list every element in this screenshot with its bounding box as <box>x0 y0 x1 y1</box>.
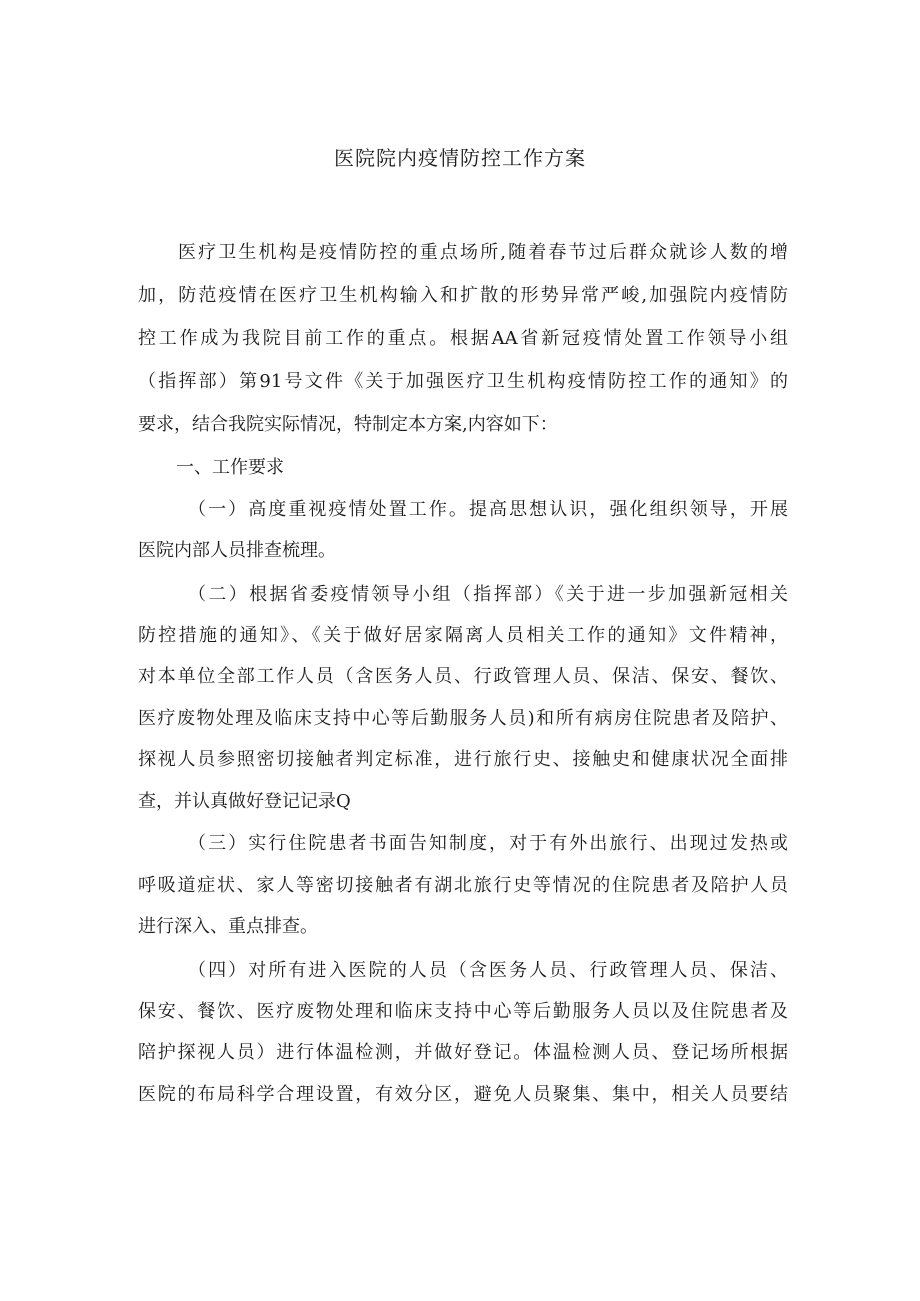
paragraph-line: （一）高度重视疫情处置工作。提高思想认识，强化组织领导，开展 <box>188 499 788 520</box>
section-heading: 一、工作要求 <box>176 457 284 478</box>
paragraph-line: 要求，结合我院实际情况，特制定本方案,内容如下： <box>138 414 558 435</box>
paragraph-line: （二）根据省委疫情领导小组（指挥部）《关于进一步加强新冠相关 <box>188 584 788 605</box>
paragraph-line: 医疗卫生机构是疫情防控的重点场所,随着春节过后群众就诊人数的增 <box>178 242 788 263</box>
paragraph-line: 探视人员参照密切接触者判定标准，进行旅行史、接触史和健康状况全面排 <box>138 749 788 770</box>
paragraph-line: 陪护探视人员）进行体温检测，并做好登记。体温检测人员、登记场所根据 <box>138 1042 788 1063</box>
paragraph-line: 对本单位全部工作人员（含医务人员、行政管理人员、保洁、保安、餐饮、 <box>138 666 788 687</box>
paragraph-line: 医院内部人员排查梳理。 <box>138 540 336 561</box>
paragraph-line: 控工作成为我院目前工作的重点。根据AA省新冠疫情处置工作领导小组 <box>138 328 788 349</box>
paragraph-line: （四）对所有进入医院的人员（含医务人员、行政管理人员、保洁、 <box>188 960 788 981</box>
document-title: 医院院内疫情防控工作方案 <box>334 146 586 170</box>
paragraph-line: 医院的布局科学合理设置，有效分区，避免人员聚集、集中，相关人员要结 <box>138 1084 788 1105</box>
paragraph-line: 加，防范疫情在医疗卫生机构输入和扩散的形势异常严峻,加强院内疫情防 <box>138 285 788 306</box>
paragraph-line: 医疗废物处理及临床支持中心等后勤服务人员)和所有病房住院患者及陪护、 <box>138 708 788 729</box>
paragraph-line: （指挥部）第91号文件《关于加强医疗卫生机构疫情防控工作的通知》的 <box>138 371 788 392</box>
paragraph-line: 查，并认真做好登记记录Q <box>138 791 351 812</box>
paragraph-line: 防控措施的通知》、《关于做好居家隔离人员相关工作的通知》文件精神， <box>138 625 788 646</box>
paragraph-line: （三）实行住院患者书面告知制度，对于有外出旅行、出现过发热或 <box>188 833 788 854</box>
paragraph-line: 保安、餐饮、医疗废物处理和临床支持中心等后勤服务人员以及住院患者及 <box>138 1001 788 1022</box>
paragraph-line: 进行深入、重点排查。 <box>138 916 318 937</box>
paragraph-line: 呼吸道症状、家人等密切接触者有湖北旅行史等情况的住院患者及陪护人员 <box>138 875 788 896</box>
